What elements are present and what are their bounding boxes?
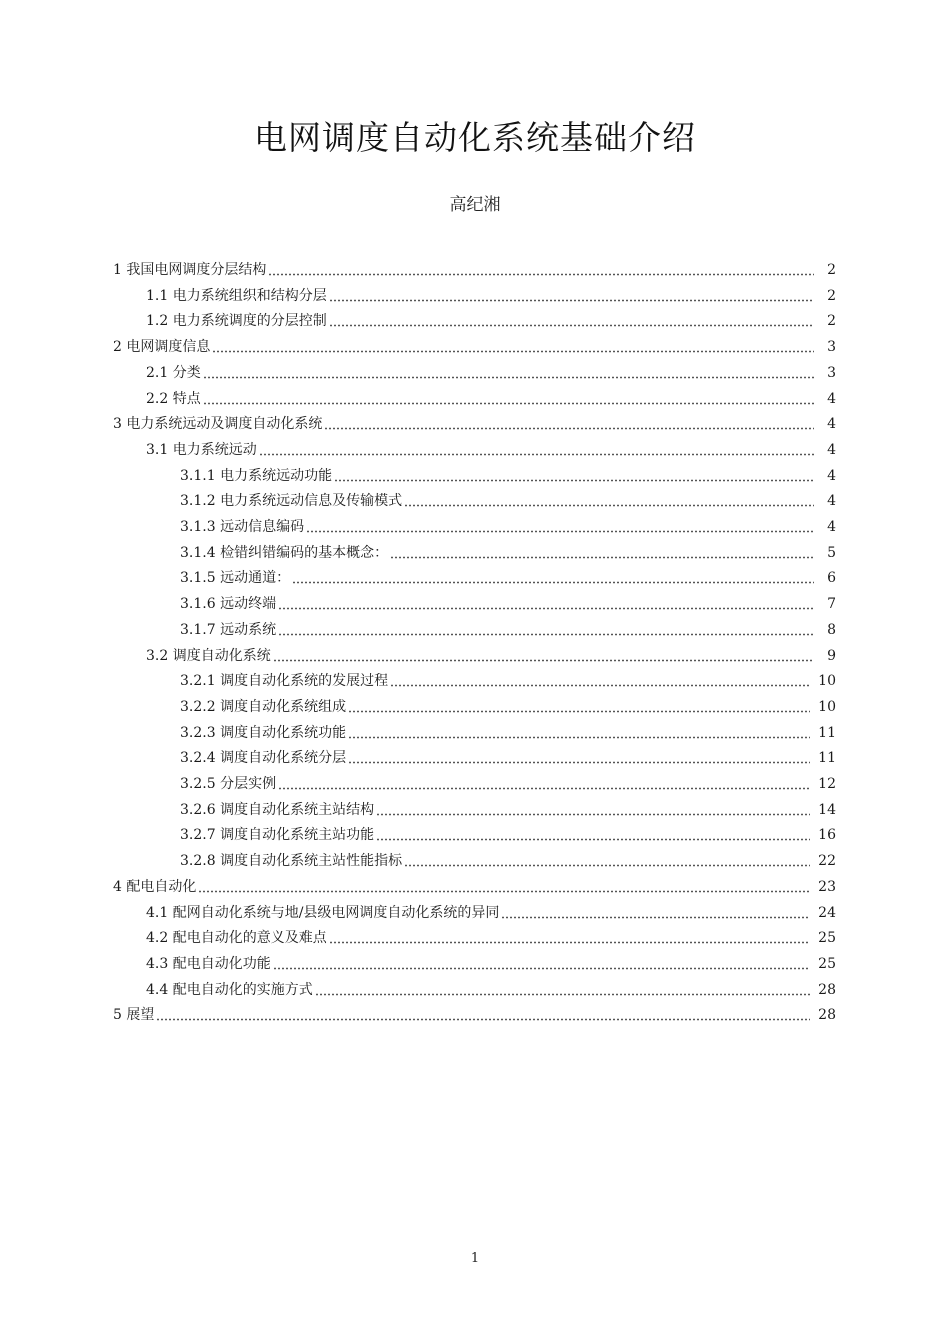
toc-entry[interactable] xyxy=(146,360,836,382)
toc-dot-leader xyxy=(390,543,814,559)
toc-entry-page: 4 xyxy=(827,442,836,458)
toc-entry-label: 3.1.2 电力系统远动信息及传输模式 xyxy=(180,493,403,509)
toc-entry-label: 3.1.5 远动通道： xyxy=(180,570,291,586)
toc-dot-leader xyxy=(329,311,814,327)
toc-dot-leader xyxy=(278,594,814,610)
toc-entry[interactable] xyxy=(180,720,836,742)
toc-entry[interactable] xyxy=(146,977,836,999)
toc-entry-label: 2.1 分类 xyxy=(146,365,201,381)
toc-entry-page: 4 xyxy=(827,519,836,535)
toc-entry-label: 3.2.5 分层实例 xyxy=(180,776,277,792)
toc-entry-label: 3.2 调度自动化系统 xyxy=(146,648,271,664)
toc-entry-page: 4 xyxy=(827,391,836,407)
toc-dot-leader xyxy=(329,286,814,302)
toc-entry-label: 4.2 配电自动化的意义及难点 xyxy=(146,930,327,946)
toc-entry-label: 4.1 配网自动化系统与地/县级电网调度自动化系统的异同 xyxy=(146,905,500,921)
toc-dot-leader xyxy=(376,800,810,816)
toc-entry[interactable] xyxy=(180,565,836,587)
toc-entry[interactable] xyxy=(146,308,836,330)
toc-dot-leader xyxy=(324,414,814,430)
toc-dot-leader xyxy=(203,389,814,405)
toc-entry-label: 4.4 配电自动化的实施方式 xyxy=(146,982,313,998)
toc-dot-leader xyxy=(348,697,810,713)
toc-entry-label: 1.1 电力系统组织和结构分层 xyxy=(146,288,327,304)
toc-entry-page: 22 xyxy=(818,853,836,869)
toc-entry-label: 3.2.6 调度自动化系统主站结构 xyxy=(180,802,375,818)
toc-entry-page: 8 xyxy=(827,622,836,638)
toc-dot-leader xyxy=(348,723,810,739)
toc-entry-page: 10 xyxy=(818,699,836,715)
toc-entry[interactable] xyxy=(180,488,836,510)
toc-entry-label: 3.1.6 远动终端 xyxy=(180,596,277,612)
toc-entry-label: 3.2.2 调度自动化系统组成 xyxy=(180,699,347,715)
toc-dot-leader xyxy=(348,748,810,764)
toc-entry[interactable] xyxy=(146,283,836,305)
toc-dot-leader xyxy=(198,877,810,893)
toc-dot-leader xyxy=(334,466,814,482)
toc-entry-page: 3 xyxy=(827,339,836,355)
toc-entry[interactable] xyxy=(146,951,836,973)
toc-entry-page: 25 xyxy=(818,930,836,946)
toc-entry-label: 4.3 配电自动化功能 xyxy=(146,956,271,972)
toc-entry-page: 14 xyxy=(818,802,836,818)
toc-entry-label: 3.2.3 调度自动化系统功能 xyxy=(180,725,347,741)
toc-entry[interactable] xyxy=(180,797,836,819)
toc-entry-label: 3.1.1 电力系统远动功能 xyxy=(180,468,333,484)
toc-entry[interactable] xyxy=(180,540,836,562)
toc-entry-page: 4 xyxy=(827,493,836,509)
toc-entry[interactable] xyxy=(146,386,836,408)
toc-entry-page: 23 xyxy=(818,879,836,895)
toc-entry-page: 3 xyxy=(827,365,836,381)
toc-entry-page: 2 xyxy=(827,288,836,304)
document-author: 高纪湘 xyxy=(449,195,501,215)
toc-dot-leader xyxy=(404,851,810,867)
toc-entry-label: 3.2.1 调度自动化系统的发展过程 xyxy=(180,673,389,689)
toc-dot-leader xyxy=(404,491,814,507)
toc-dot-leader xyxy=(390,671,810,687)
toc-entry[interactable] xyxy=(146,900,836,922)
toc-entry[interactable] xyxy=(146,437,836,459)
toc-entry[interactable] xyxy=(180,848,836,870)
toc-dot-leader xyxy=(292,568,814,584)
toc-dot-leader xyxy=(212,337,814,353)
toc-entry-label: 2 电网调度信息 xyxy=(113,339,211,355)
toc-dot-leader xyxy=(501,903,810,919)
toc-entry[interactable] xyxy=(180,822,836,844)
toc-entry-label: 3.2.7 调度自动化系统主站功能 xyxy=(180,827,375,843)
toc-entry-label: 1.2 电力系统调度的分层控制 xyxy=(146,313,327,329)
toc-entry-label: 3.2.8 调度自动化系统主站性能指标 xyxy=(180,853,403,869)
toc-entry-label: 3.2.4 调度自动化系统分层 xyxy=(180,750,347,766)
toc-entry-label: 2.2 特点 xyxy=(146,391,201,407)
toc-entry[interactable] xyxy=(180,745,836,767)
toc-entry-page: 28 xyxy=(818,1007,836,1023)
toc-dot-leader xyxy=(203,363,814,379)
toc-dot-leader xyxy=(329,928,810,944)
toc-dot-leader xyxy=(273,646,814,662)
toc-entry[interactable] xyxy=(113,874,836,896)
toc-dot-leader xyxy=(315,980,810,996)
toc-entry[interactable] xyxy=(113,1002,836,1024)
toc-entry-page: 11 xyxy=(818,750,836,766)
toc-entry[interactable] xyxy=(146,643,836,665)
toc-dot-leader xyxy=(306,517,814,533)
toc-entry-page: 6 xyxy=(827,570,836,586)
toc-entry-page: 4 xyxy=(827,416,836,432)
toc-entry-label: 3.1.4 检错纠错编码的基本概念： xyxy=(180,545,389,561)
toc-entry-label: 3.1.7 远动系统 xyxy=(180,622,277,638)
document-title: 电网调度自动化系统基础介绍 xyxy=(254,118,696,157)
toc-entry-page: 28 xyxy=(818,982,836,998)
toc-entry-label: 4 配电自动化 xyxy=(113,879,197,895)
toc-entry-page: 12 xyxy=(818,776,836,792)
toc-dot-leader xyxy=(156,1005,810,1021)
toc-entry[interactable] xyxy=(113,334,836,356)
toc-entry-page: 24 xyxy=(818,905,836,921)
toc-entry-label: 3.1.3 远动信息编码 xyxy=(180,519,305,535)
toc-entry-page: 5 xyxy=(827,545,836,561)
toc-dot-leader xyxy=(278,620,814,636)
toc-dot-leader xyxy=(273,954,810,970)
toc-dot-leader xyxy=(259,440,814,456)
toc-entry-label: 3 电力系统远动及调度自动化系统 xyxy=(113,416,323,432)
toc-entry-page: 4 xyxy=(827,468,836,484)
toc-entry-page: 10 xyxy=(818,673,836,689)
toc-entry[interactable] xyxy=(180,591,836,613)
toc-entry[interactable] xyxy=(180,617,836,639)
toc-dot-leader xyxy=(376,825,810,841)
toc-entry-label: 3.1 电力系统远动 xyxy=(146,442,257,458)
toc-entry-page: 2 xyxy=(827,313,836,329)
toc-entry[interactable] xyxy=(180,463,836,485)
toc-entry-page: 16 xyxy=(818,827,836,843)
toc-entry-page: 2 xyxy=(827,262,836,278)
toc-entry-label: 1 我国电网调度分层结构 xyxy=(113,262,267,278)
toc-entry[interactable] xyxy=(180,771,836,793)
toc-entry[interactable] xyxy=(146,925,836,947)
toc-entry-label: 5 展望 xyxy=(113,1007,155,1023)
toc-entry-page: 9 xyxy=(827,648,836,664)
page-number: 1 xyxy=(470,1251,480,1266)
toc-entry[interactable] xyxy=(180,514,836,536)
toc-dot-leader xyxy=(268,260,814,276)
toc-entry-page: 7 xyxy=(827,596,836,612)
toc-dot-leader xyxy=(278,774,810,790)
toc-entry[interactable] xyxy=(113,411,836,433)
toc-entry[interactable] xyxy=(113,257,836,279)
toc-entry-page: 11 xyxy=(818,725,836,741)
toc-entry[interactable] xyxy=(180,668,836,690)
toc-entry[interactable] xyxy=(180,694,836,716)
toc-entry-page: 25 xyxy=(818,956,836,972)
